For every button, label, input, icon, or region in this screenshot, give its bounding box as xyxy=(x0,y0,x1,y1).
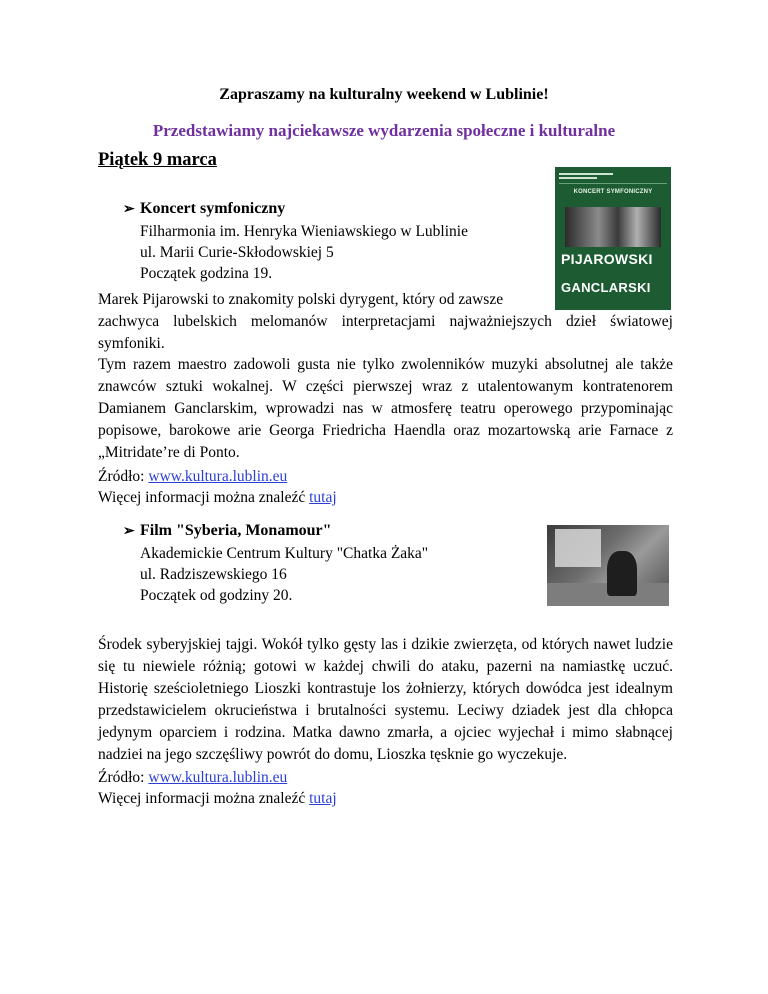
more-info-label: Więcej informacji można znaleźć xyxy=(98,790,310,807)
poster-band: KONCERT SYMFONICZNY xyxy=(573,189,653,195)
page-title: Zapraszamy na kulturalny weekend w Lublinie! xyxy=(219,86,549,103)
event-address: ul. Marii Curie-Skłodowskiej 5 xyxy=(140,244,334,261)
arrow-bullet-icon: ➢ xyxy=(123,202,135,217)
event-time: Początek od godziny 20. xyxy=(140,587,293,604)
source-label: Źródło: xyxy=(98,769,149,786)
film-still-image xyxy=(547,525,669,606)
concert-source xyxy=(98,466,337,508)
paragraph-line: zachwyca lubelskich melomanów interpretacjami najważniejszych dzieł światowej symfoniki. xyxy=(98,313,673,352)
event-address: ul. Radziszewskiego 16 xyxy=(140,566,287,583)
poster-header xyxy=(559,171,667,184)
more-info-label: Więcej informacji można znaleźć xyxy=(98,489,310,506)
poster-name-2: GANCLARSKI xyxy=(561,280,651,295)
source-link[interactable]: www.kultura.lublin.eu xyxy=(148,468,288,485)
event-heading-concert xyxy=(123,200,285,218)
concert-paragraph-1 xyxy=(98,289,673,355)
paragraph-line: Marek Pijarowski to znakomity polski dyrygent, który od zawsze xyxy=(98,291,504,308)
poster-photo xyxy=(565,207,661,247)
event-heading-film xyxy=(123,522,332,540)
concert-paragraph-2: Tym razem maestro zadowoli gusta nie tylko zwolenników muzyki absolutnej ale także znawców sztuki wokalnej. W części pierwszej wraz z utalentowanym kontratenorem Damianem Ganclarskim, wprowadzi nas w atmosferę teatru operowego przypominając popisowe, barokowe arie Georga Friedricha Haendla oraz mozartowską arie Farnace z „Mitridate’re di Ponto. xyxy=(98,356,673,461)
event-name: Koncert symfoniczny xyxy=(140,200,286,217)
event-venue: Filharmonia im. Henryka Wieniawskiego w Lublinie xyxy=(140,223,468,240)
more-info-link[interactable]: tutaj xyxy=(309,790,337,807)
arrow-bullet-icon: ➢ xyxy=(123,524,135,539)
event-time: Początek godzina 19. xyxy=(140,265,273,282)
more-info-link[interactable]: tutaj xyxy=(309,489,337,506)
event-info-concert xyxy=(140,221,468,284)
poster-name-1: PIJAROWSKI xyxy=(561,251,653,267)
day-heading: Piątek 9 marca xyxy=(98,150,217,170)
source-label: Źródło: xyxy=(98,468,149,485)
event-name: Film "Syberia, Monamour" xyxy=(140,522,332,539)
page-subtitle: Przedstawiamy najciekawsze wydarzenia społeczne i kulturalne xyxy=(152,121,616,140)
event-info-film xyxy=(140,543,428,606)
film-paragraph: Środek syberyjskiej tajgi. Wokół tylko gęsty las i dzikie zwierzęta, od których nawet ludzie się tu niewiele różnią; gotowi w każdej chwili do ataku, pazerni na namiastkę uczuć. Historię sześcioletniego Lioszki kontrastuje los żołnierzy, których dowódca jest idealnym przedstawicielem okrucieństwa i brutalności systemu. Leciwy dziadek jest dla chłopca jedynym oparciem i rodzina. Matka dawno zmarła, a ojciec wyjechał i mimo słabnącej nadziei na jego szczęśliwy powrót do domu, Lioszka tęsknie go wyczekuje. xyxy=(98,636,673,763)
source-link[interactable]: www.kultura.lublin.eu xyxy=(148,769,288,786)
film-source xyxy=(98,767,337,809)
event-venue: Akademickie Centrum Kultury "Chatka Żaka" xyxy=(140,545,429,562)
